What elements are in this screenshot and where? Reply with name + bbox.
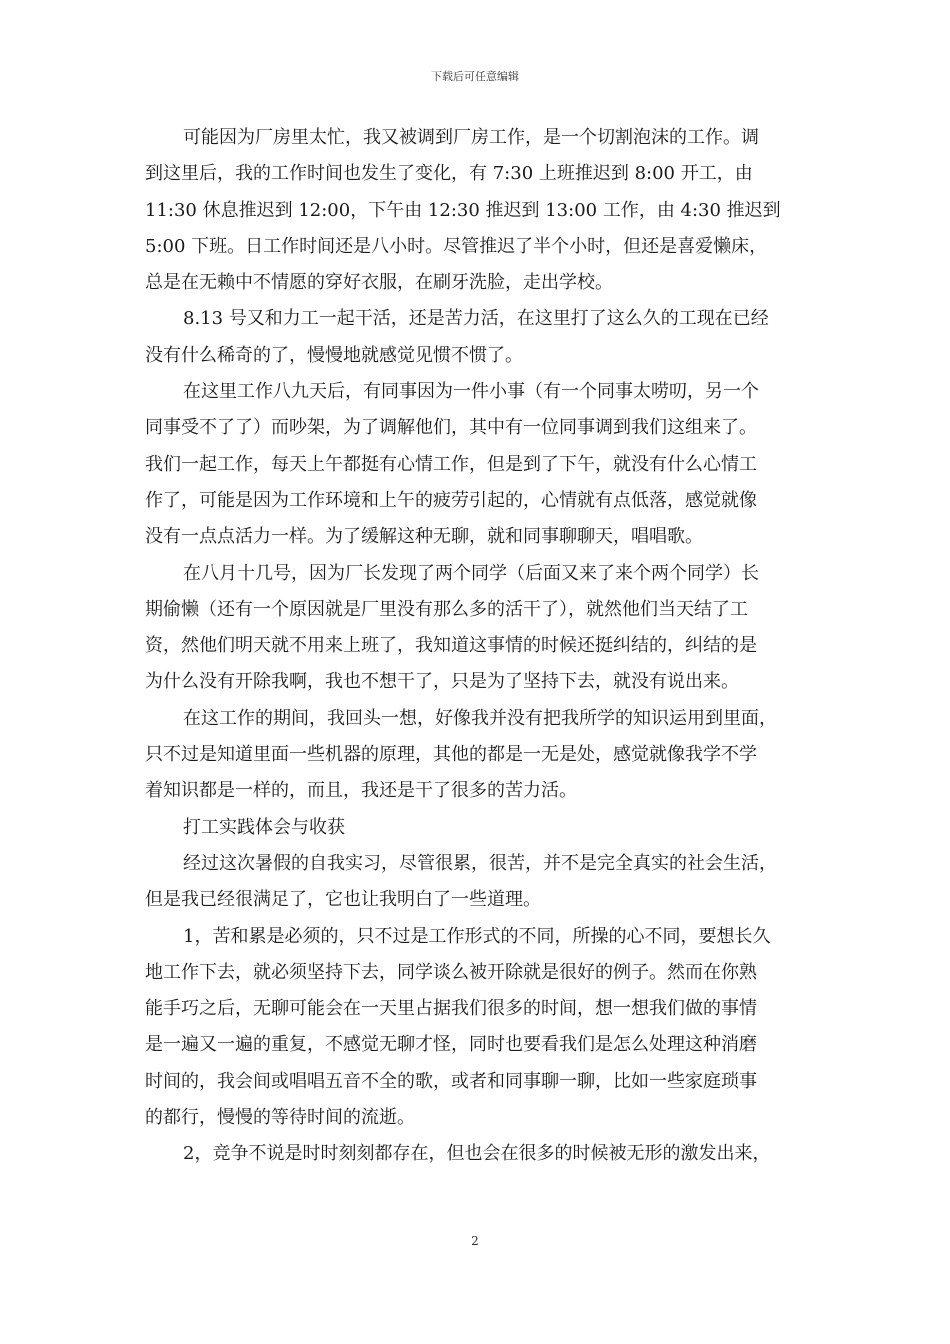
text-line: 资，然他们明天就不用来上班了，我知道这事情的时候还挺纠结的，纠结的是 (145, 635, 757, 657)
text-line: 没有什么稀奇的了，慢慢地就感觉见惯不惯了。 (145, 344, 523, 366)
text-line: 1，苦和累是必须的，只不过是工作形式的不同，所操的心不同，要想长久 (183, 925, 771, 947)
text-line: 着知识都是一样的，而且，我还是干了很多的苦力活。 (145, 780, 577, 802)
text-line: 的都行，慢慢的等待时间的流逝。 (145, 1107, 415, 1129)
text-line: 我们一起工作，每天上午都挺有心情工作，但是到了下午，就没有什么心情工 (145, 453, 757, 475)
text-line: 经过这次暑假的自我实习，尽管很累，很苦，并不是完全真实的社会生活， (183, 852, 777, 874)
page-header: 下载后可任意编辑 (431, 70, 519, 83)
body-text (145, 120, 805, 1173)
text-line: 没有一点点活力一样。为了缓解这种无聊，就和同事聊聊天，唱唱歌。 (145, 526, 703, 548)
text-line: 总是在无赖中不情愿的穿好衣服，在刷牙洗脸，走出学校。 (145, 272, 613, 294)
text-line: 可能因为厂房里太忙，我又被调到厂房工作，是一个切割泡沫的工作。调 (183, 127, 759, 148)
text-line: 期偷懒（还有一个原因就是厂里没有那么多的活干了），就然他们当天结了工 (145, 598, 748, 620)
text-line: 但是我已经很满足了，它也让我明白了一些道理。 (145, 889, 541, 911)
text-line: 2，竞争不说是时时刻刻都存在，但也会在很多的时候被无形的激发出来， (183, 1143, 771, 1165)
text-line: 在这工作的期间，我回头一想，好像我并没有把我所学的知识运用到里面， (183, 707, 777, 729)
text-line: 地工作下去，就必须坚持下去，同学谈么被开除就是很好的例子。然而在你熟 (145, 961, 757, 983)
text-line: 为什么没有开除我啊，我也不想干了，只是为了坚持下去，就没有说出来。 (145, 671, 739, 693)
text-line: 在这里工作八九天后，有同事因为一件小事（有一个同事太唠叨，另一个 (183, 381, 759, 403)
text-line: 同事受不了了）而吵架，为了调解他们，其中有一位同事调到我们这组来了。 (145, 417, 757, 439)
text-line: 能手巧之后，无聊可能会在一天里占据我们很多的时间，想一想我们做的事情 (145, 998, 757, 1020)
text-line: 5:00 下班。日工作时间还是八小时。尽管推迟了半个小时，但还是喜爱懒床， (145, 235, 768, 257)
text-line: 8.13 号又和力工一起干活，还是苦力活，在这里打了这么久的工现在已经 (183, 308, 769, 330)
text-line: 作了，可能是因为工作环境和上午的疲劳引起的，心情就有点低落，感觉就像 (145, 489, 757, 511)
text-line: 到这里后，我的工作时间也发生了变化，有 7:30 上班推迟到 8:00 开工，由 (145, 163, 753, 185)
text-line: 打工实践体会与收获 (183, 816, 345, 838)
text-line: 在八月十几号，因为厂长发现了两个同学（后面又来了来个两个同学）长 (183, 562, 759, 584)
text-line: 是一遍又一遍的重复，不感觉无聊才怪，同时也要看我们是怎么处理这种消磨 (145, 1034, 757, 1056)
text-line: 11:30 休息推迟到 12:00，下午由 12:30 推迟到 13:00 工作，由 4:30 推迟到 (145, 199, 781, 221)
page-number: 2 (471, 1234, 479, 1248)
text-line: 只不过是知道里面一些机器的原理，其他的都是一无是处，感觉就像我学不学 (145, 744, 757, 766)
text-line: 时间的，我会间或唱唱五音不全的歌，或者和同事聊一聊，比如一些家庭琐事 (145, 1070, 757, 1092)
